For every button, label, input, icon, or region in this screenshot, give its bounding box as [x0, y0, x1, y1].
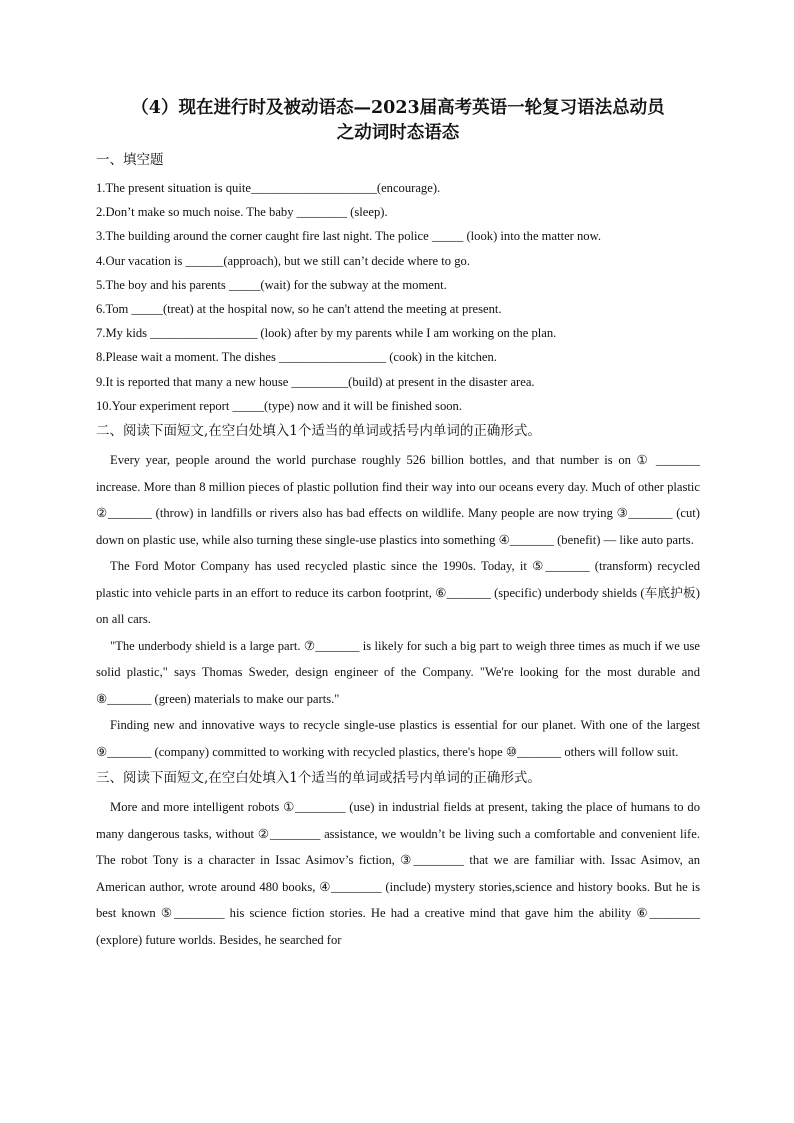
passage-robots — [96, 794, 700, 953]
question-item: 5.The boy and his parents _____(wait) for the subway at the moment. — [96, 277, 447, 292]
passage-paragraph: More and more intelligent robots ①________ (use) in industrial fields at present, taking the place of humans to do many dangerous tasks, without ②________ assistance, we wouldn’t be living such a comfortable and convenient life. The robot Tony is a character in Issac Asimov’s fiction, ③________ that we are familiar with. Issac Asimov, an American author, wrote around 480 books, ④________ (include) mystery stories,science and history books. But he is best known ⑤________ his science fiction stories. He had a creative mind that gave him the ability ⑥________ (explore) future worlds. Besides, he searched for — [96, 800, 700, 947]
section-1-heading: 一、填空题 — [96, 152, 164, 168]
worksheet-page — [96, 96, 700, 953]
question-item: 4.Our vacation is ______(approach), but we still can’t decide where to go. — [96, 253, 470, 268]
document-title — [96, 96, 700, 146]
question-item: 10.Your experiment report _____(type) now and it will be finished soon. — [96, 398, 462, 413]
passage-paragraph: Every year, people around the world purchase roughly 526 billion bottles, and that number is on ① _______ increase. More than 8 million pieces of plastic pollution find their way into our oceans every day. Much of other plastic ②_______ (throw) in landfills or rivers also has bad effects on wildlife. Many people are now trying ③_______ (cut) down on plastic use, while also turning these single-use plastics into something ④_______ (benefit) — like auto parts. — [96, 453, 700, 547]
question-item: 2.Don’t make so much noise. The baby ________ (sleep). — [96, 205, 388, 220]
question-item: 7.My kids _________________ (look) after by my parents while I am working on the plan. — [96, 326, 557, 341]
passage-paragraph: The Ford Motor Company has used recycled plastic since the 1990s. Today, it ⑤_______ (transform) recycled plastic into vehicle parts in an effort to reduce its carbon footprint, ⑥_______ (specific) underbody shields (车底护板) on all cars. — [96, 559, 700, 627]
title-line-2: 之动词时态语态 — [336, 123, 460, 143]
fill-in-question-list — [96, 176, 700, 418]
question-item: 9.It is reported that many a new house _________(build) at present in the disaster area. — [96, 374, 535, 389]
title-line-1: （4）现在进行时及被动语态—2023届高考英语一轮复习语法总动员 — [131, 98, 665, 118]
question-item: 3.The building around the corner caught fire last night. The police _____ (look) into the matter now. — [96, 229, 602, 244]
section-3-heading: 三、阅读下面短文,在空白处填入1个适当的单词或括号内单词的正确形式。 — [96, 770, 541, 787]
question-item: 1.The present situation is quite____________________(encourage). — [96, 181, 441, 195]
question-item: 6.Tom _____(treat) at the hospital now, so he can't attend the meeting at present. — [96, 302, 502, 317]
passage-paragraph: "The underbody shield is a large part. ⑦_______ is likely for such a big part to weigh three times as much if we use solid plastic," says Thomas Sweder, design engineer of the Company. "We're looking for the most durable and ⑧_______ (green) materials to make our parts." — [96, 638, 700, 706]
question-item: 8.Please wait a moment. The dishes _________________ (cook) in the kitchen. — [96, 350, 497, 365]
passage-paragraph: Finding new and innovative ways to recycle single-use plastics is essential for our planet. With one of the largest ⑨_______ (company) committed to working with recycled plastics, there's hope ⑩_______ others will follow suit. — [96, 718, 700, 759]
section-2-heading: 二、阅读下面短文,在空白处填入1个适当的单词或括号内单词的正确形式。 — [96, 423, 541, 440]
passage-plastics — [96, 447, 700, 765]
